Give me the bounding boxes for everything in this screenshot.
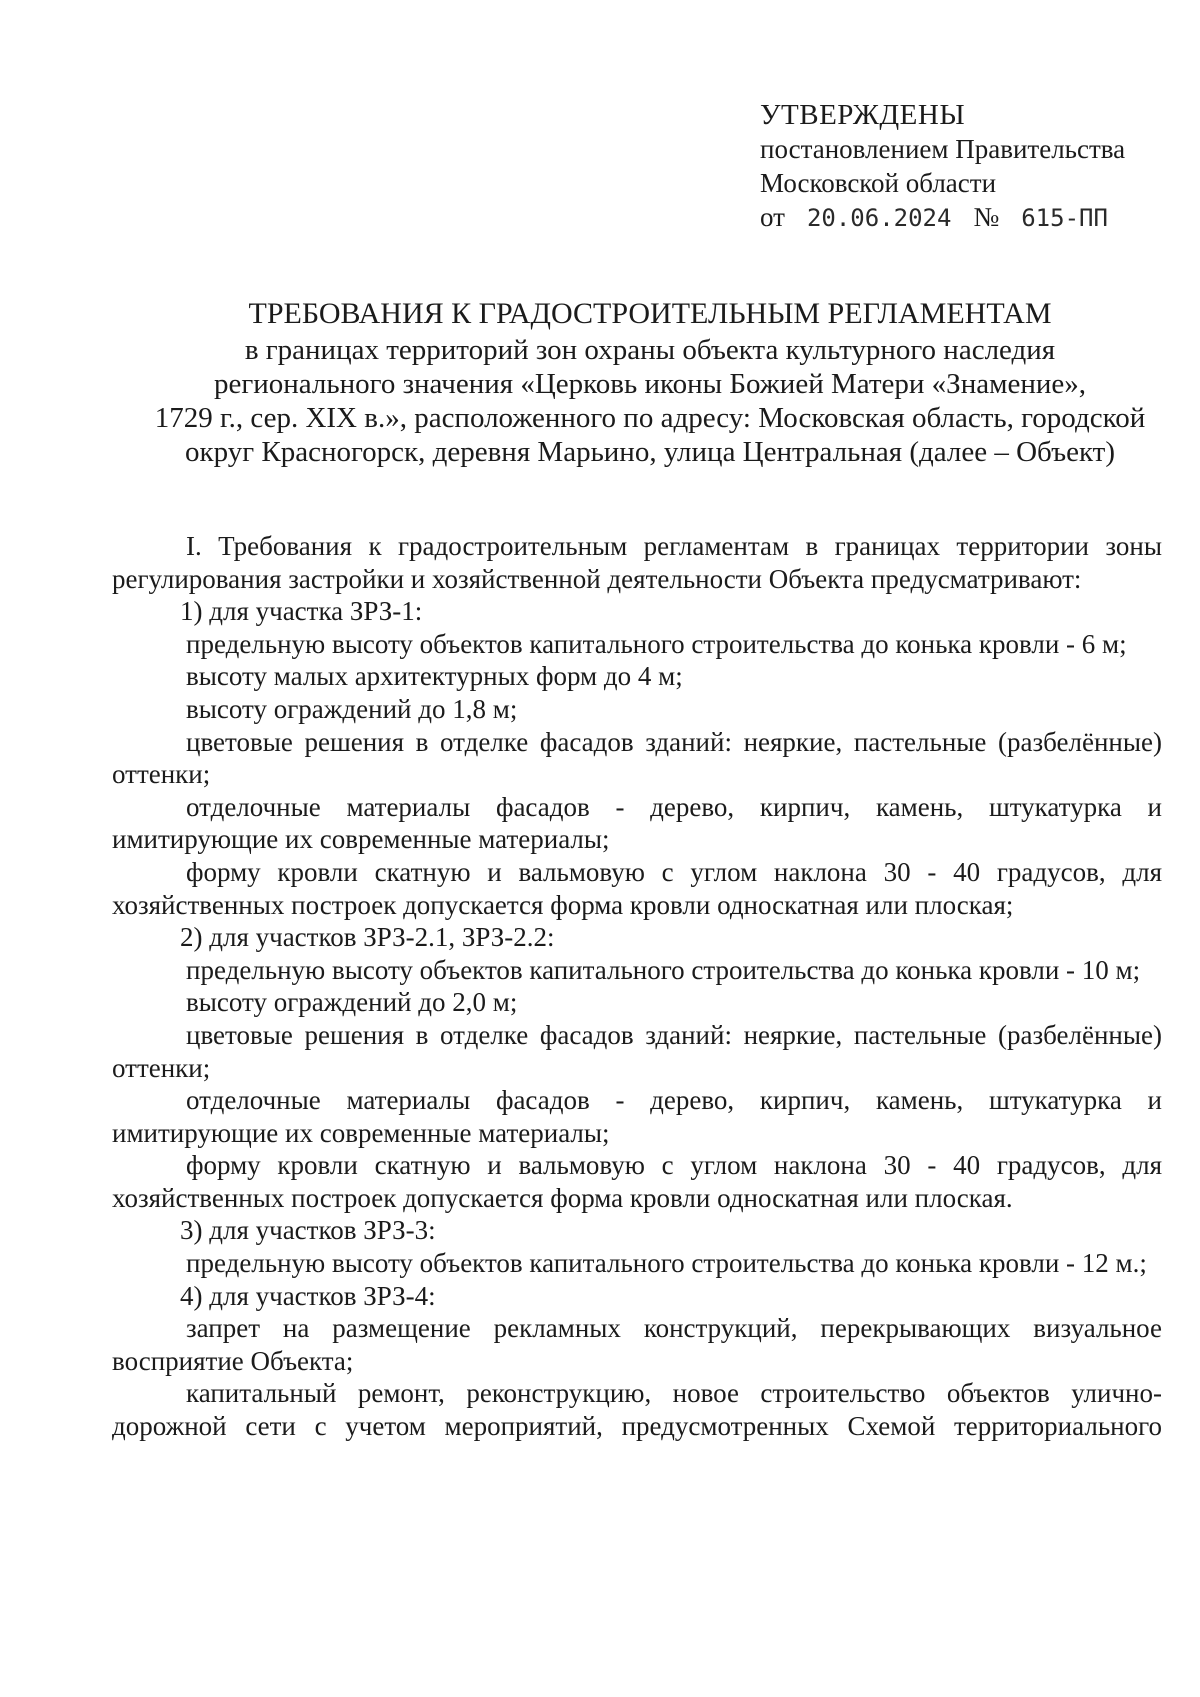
approval-line-2: Московской области — [760, 168, 997, 198]
section-2-title: 2) для участков ЗРЗ-2.1, ЗРЗ-2.2: — [180, 922, 555, 953]
document-title — [110, 297, 1190, 469]
section-2-roof: форму кровли скатную и вальмовую с углом наклона 30 - 40 градусов, для хозяйственных построек допускается форма кровли односкатная или плоская. — [112, 1150, 1162, 1213]
section-2-height: предельную высоту объектов капитального строительства до конька кровли - 10 м; — [186, 954, 1141, 985]
approval-date: 20.06.2024 — [806, 204, 952, 232]
document-body — [112, 530, 1162, 1443]
approval-date-prefix: от — [760, 202, 785, 232]
title-line-1: в границах территорий зон охраны объекта культурного наследия — [244, 334, 1056, 366]
title-heading: ТРЕБОВАНИЯ К ГРАДОСТРОИТЕЛЬНЫМ РЕГЛАМЕНТАМ — [248, 297, 1052, 330]
section-1-height: предельную высоту объектов капитального строительства до конька кровли - 6 м; — [186, 628, 1127, 659]
section-1-colors: цветовые решения в отделке фасадов зданий: неяркие, пастельные (разбелённые) оттенки; — [112, 726, 1162, 790]
title-line-2: регионального значения «Церковь иконы Божией Матери «Знамение», — [214, 368, 1086, 400]
approval-date-line — [760, 200, 1180, 235]
approval-stamp — [760, 98, 1180, 235]
section-3-height: предельную высоту объектов капитального строительства до конька кровли - 12 м.; — [186, 1248, 1147, 1279]
section-2-fence: высоту ограждений до 2,0 м; — [186, 987, 518, 1018]
section-1-maf: высоту малых архитектурных форм до 4 м; — [186, 661, 683, 692]
section-1-materials: отделочные материалы фасадов - дерево, кирпич, камень, штукатурка и имитирующие их современные материалы; — [112, 791, 1162, 855]
intro-paragraph: I. Требования к градостроительным регламентам в границах территории зоны регулирования застройки и хозяйственной деятельности Объекта предусматривают: — [112, 531, 1162, 594]
section-4-roads: капитальный ремонт, реконструкцию, новое строительство объектов улично-дорожной сети с учетом мероприятий, предусмотренных Схемой территориального — [112, 1378, 1162, 1442]
section-1-roof: форму кровли скатную и вальмовую с углом наклона 30 - 40 градусов, для хозяйственных построек допускается форма кровли односкатная или плоская; — [112, 856, 1162, 920]
section-1-title: 1) для участка ЗРЗ-1: — [180, 596, 423, 627]
title-line-3: 1729 г., сер. XIX в.», расположенного по адресу: Московская область, городской — [154, 402, 1146, 434]
section-3-title: 3) для участков ЗРЗ-3: — [180, 1215, 436, 1246]
title-line-4: округ Красногорск, деревня Марьино, улица Центральная (далее – Объект) — [185, 436, 1115, 468]
approval-number: 615-ПП — [1021, 204, 1108, 232]
section-2-materials: отделочные материалы фасадов - дерево, кирпич, камень, штукатурка и имитирующие их современные материалы; — [112, 1085, 1162, 1148]
section-4-ads: запрет на размещение рекламных конструкций, перекрывающих визуальное восприятие Объекта; — [112, 1313, 1162, 1376]
section-1-fence: высоту ограждений до 1,8 м; — [186, 693, 518, 724]
approval-line-1: постановлением Правительства — [760, 134, 1126, 164]
section-2-colors: цветовые решения в отделке фасадов зданий: неяркие, пастельные (разбелённые) оттенки; — [112, 1019, 1162, 1083]
approval-number-sign: № — [973, 202, 1000, 232]
section-4-title: 4) для участков ЗРЗ-4: — [180, 1280, 436, 1311]
approval-heading: УТВЕРЖДЕНЫ — [760, 99, 966, 131]
